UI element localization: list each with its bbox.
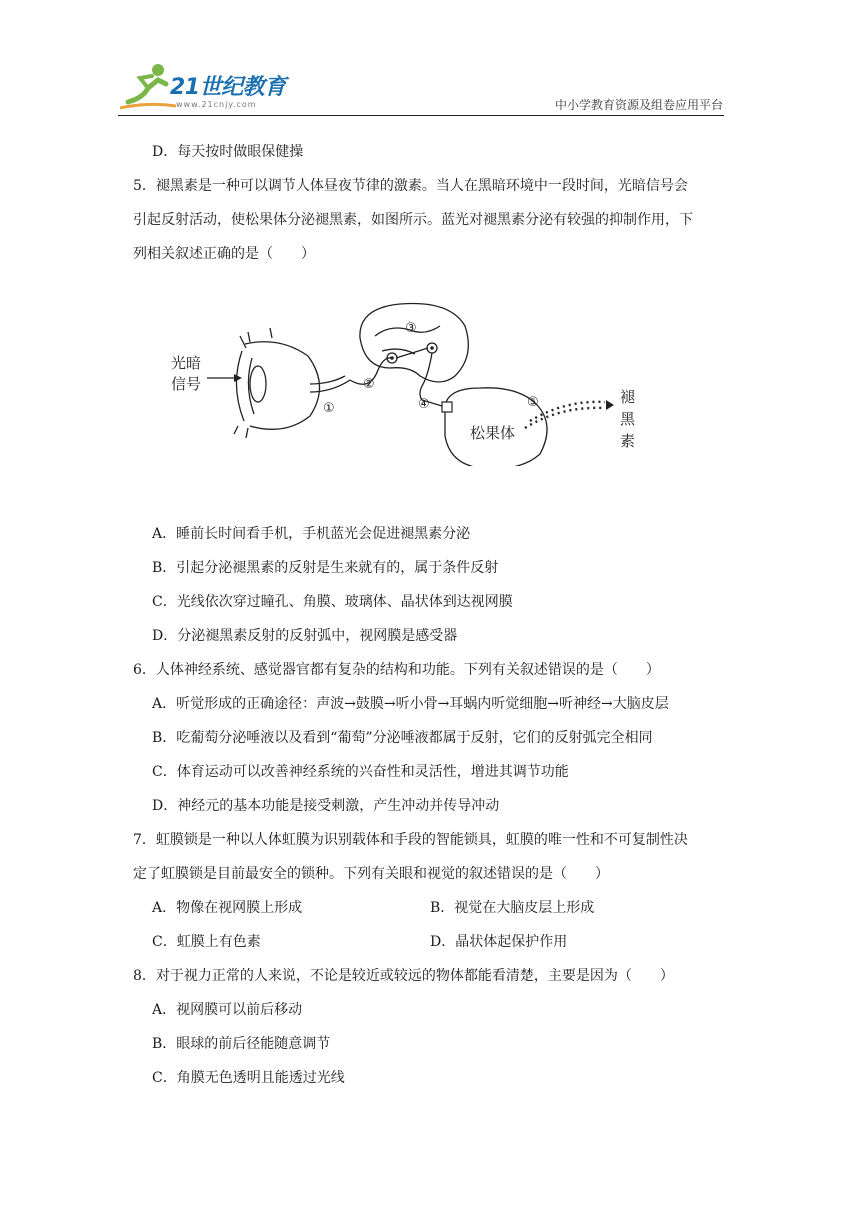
hormone-char-3: 素 bbox=[620, 432, 636, 450]
signal-label-1: 光暗 bbox=[171, 354, 202, 372]
secretion-arrowhead bbox=[606, 400, 614, 410]
q6-option-c: C．体育运动可以改善神经系统的兴奋性和灵活性，增进其调节功能 bbox=[152, 764, 569, 780]
q5-option-b: B．引起分泌褪黑素的反射是生来就有的，属于条件反射 bbox=[152, 560, 499, 576]
q8-option-a: A．视网膜可以前后移动 bbox=[152, 1002, 303, 1018]
q7-line-1: 7．虹膜锁是一种以人体虹膜为识别载体和手段的智能锁具，虹膜的唯一性和不可复制性决 bbox=[133, 832, 688, 848]
q7-option-c: C．虹膜上有色素 bbox=[152, 934, 261, 950]
q7-option-b: B．视觉在大脑皮层上形成 bbox=[430, 900, 595, 916]
signal-label-2: 信号 bbox=[171, 375, 202, 393]
logo-text: 21世纪教育 bbox=[170, 75, 286, 100]
q8-line-1: 8．对于视力正常的人来说，不论是较近或较远的物体都能看清楚，主要是因为（ ） bbox=[133, 968, 674, 984]
pineal-label: 松果体 bbox=[470, 424, 516, 442]
runner-logo-icon bbox=[118, 62, 178, 112]
logo-url: www.21cnjy.com bbox=[176, 100, 257, 109]
q5-line-2: 引起反射活动，使松果体分泌褪黑素，如图所示。蓝光对褪黑素分泌有较强的抑制作用，下 bbox=[133, 212, 693, 228]
q5-option-c: C．光线依次穿过瞳孔、角膜、玻璃体、晶状体到达视网膜 bbox=[152, 594, 513, 610]
prev-question-option-d: D．每天按时做眼保健操 bbox=[152, 144, 304, 160]
header-divider bbox=[118, 115, 724, 116]
page-header bbox=[0, 0, 860, 120]
q5-line-1: 5．褪黑素是一种可以调节人体昼夜节律的激素。当人在黑暗环境中一段时间，光暗信号会 bbox=[133, 178, 688, 194]
reflex-diagram-svg bbox=[160, 296, 650, 466]
hormone-char-2: 黑 bbox=[620, 410, 636, 428]
melatonin-reflex-diagram bbox=[160, 296, 650, 466]
q8-option-c: C．角膜无色透明且能透过光线 bbox=[152, 1070, 345, 1086]
marker-5: ⑤ bbox=[527, 395, 539, 410]
eye-drawing bbox=[234, 328, 350, 438]
platform-name: 中小学教育资源及组卷应用平台 bbox=[554, 98, 723, 112]
q7-option-a: A．物像在视网膜上形成 bbox=[152, 900, 303, 916]
q7-option-d: D．晶状体起保护作用 bbox=[430, 934, 568, 950]
q6-line-1: 6．人体神经系统、感觉器官都有复杂的结构和功能。下列有关叙述错误的是（ ） bbox=[133, 662, 660, 678]
q7-line-2: 定了虹膜锁是目前最安全的锁种。下列有关眼和视觉的叙述错误的是（ ） bbox=[133, 866, 609, 882]
q6-option-d: D．神经元的基本功能是接受刺激，产生冲动并传导冲动 bbox=[152, 798, 500, 814]
marker-3: ③ bbox=[405, 321, 417, 336]
q5-option-a: A．睡前长时间看手机，手机蓝光会促进褪黑素分泌 bbox=[152, 526, 471, 542]
brain-drawing bbox=[360, 303, 468, 382]
q6-option-a: A．听觉形成的正确途径：声波→鼓膜→听小骨→耳蜗内听觉细胞→听神经→大脑皮层 bbox=[152, 696, 669, 712]
q5-line-3: 列相关叙述正确的是（ ） bbox=[133, 246, 315, 262]
q5-option-d: D．分泌褪黑素反射的反射弧中，视网膜是感受器 bbox=[152, 628, 458, 644]
hormone-char-1: 褪 bbox=[620, 388, 636, 406]
marker-4: ④ bbox=[418, 397, 430, 412]
logo bbox=[118, 62, 298, 118]
q8-option-b: B．眼球的前后径能随意调节 bbox=[152, 1036, 331, 1052]
pineal-junction-box bbox=[442, 402, 452, 412]
marker-2: ② bbox=[363, 377, 375, 392]
q6-option-b: B．吃葡萄分泌唾液以及看到“葡萄”分泌唾液都属于反射，它们的反射弧完全相同 bbox=[152, 730, 653, 746]
marker-1: ① bbox=[323, 401, 335, 416]
